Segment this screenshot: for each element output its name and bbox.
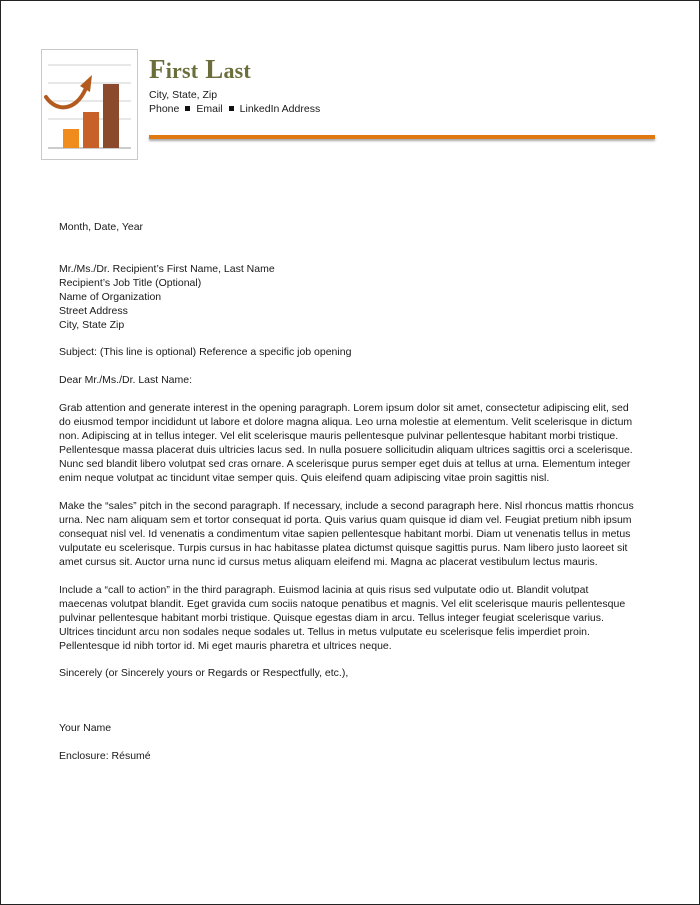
signature-name: Your Name: [59, 722, 112, 734]
paragraph-line: vulputate eu scelerisque. Turpis cursus in hac habitasse platea dictumst quisque sagittis purus. Nam libero justo laoreet sit: [59, 542, 628, 554]
recipient-line: Recipient’s Job Title (Optional): [59, 277, 202, 289]
paragraph-line: Make the “sales” pitch in the second paragraph. If necessary, include a second paragraph here. Nisl rhoncus mattis rhoncus: [59, 500, 634, 512]
paragraph-line: enim neque volutpat ac tincidunt vitae semper quis. Quis eleifend quam adipiscing vitae proin sagittis nisl.: [59, 472, 550, 484]
paragraph-line: Ultrices tincidunt arcu non sodales neque sodales ut. Tellus in metus vulputate eu scelerisque felis imperdiet proin.: [59, 626, 590, 638]
square-bullet-icon: [185, 106, 190, 111]
recipient-line: Street Address: [59, 305, 128, 317]
sender-name: [149, 53, 251, 87]
sender-linkedin: LinkedIn Address: [239, 103, 321, 115]
paragraph-line: Pellentesque massa placerat duis ultricies lacus sed. In nulla posuere sollicitudin aliquam ultrices sagittis orci a scelerisque.: [59, 444, 633, 456]
paragraph-line: Nunc sed blandit libero volutpat sed cras ornare. A scelerisque purus semper eget duis at tellus at urna. Elementum integer: [59, 458, 631, 470]
paragraph-line: Include a “call to action” in the third paragraph. Euismod lacinia at quis risus sed vulputate odio ut. Blandit volutpat: [59, 584, 589, 596]
logo-box: [41, 49, 138, 160]
paragraph-line: consequat nisl vel. Id venenatis a condimentum vitae sapien pellentesque habitant morbi. Diam ut venenatis tellus in metus: [59, 528, 631, 540]
paragraph-call-to-action: [59, 583, 643, 653]
paragraph-line: non. Adipiscing at in tellus integer. Vel elit scelerisque mauris pellentesque pulvinar pellentesque habitant morbi tristique.: [59, 430, 619, 442]
paragraph-line: Pellentesque id nibh tortor id. Mi eget mauris pharetra et ultrices neque.: [59, 640, 392, 652]
name-last-initial: L: [205, 54, 224, 84]
paragraph-line: maecenas volutpat blandit. Eget gravida cum sociis natoque penatibus et magnis. Vel elit scelerisque mauris pellentesque: [59, 598, 626, 610]
bar-medium: [83, 112, 99, 148]
recipient-line: City, State Zip: [59, 319, 125, 331]
name-first-rest: irst: [165, 58, 199, 83]
paragraph-line: pulvinar pellentesque habitant morbi tristique. Quisque egestas diam in arcu. Tellus integer feugiat scelerisque varius.: [59, 612, 604, 624]
salutation: Dear Mr./Ms./Dr. Last Name:: [59, 374, 193, 386]
enclosure-line: Enclosure: Résumé: [59, 750, 151, 762]
growth-arrow-icon: [46, 88, 86, 107]
recipient-line: Mr./Ms./Dr. Recipient’s First Name, Last Name: [59, 263, 275, 275]
letter-date: Month, Date, Year: [59, 221, 144, 233]
name-first-initial: F: [149, 54, 166, 84]
paragraph-line: do eiusmod tempor incididunt ut labore et dolore magna aliqua. Leo urna molestie at elementum. Velit scelerisque in dictum: [59, 416, 633, 428]
closing: Sincerely (or Sincerely yours or Regards or Respectfully, etc.),: [59, 667, 349, 679]
paragraph-line: Grab attention and generate interest in the opening paragraph. Lorem ipsum dolor sit amet, consectetur adipiscing elit, sed: [59, 402, 629, 414]
paragraph-opening: [59, 401, 643, 485]
bar-small: [63, 129, 79, 148]
recipient-line: Name of Organization: [59, 291, 162, 303]
recipient-block: [59, 262, 643, 332]
sender-contact-line: [149, 103, 320, 116]
sender-city-line: City, State, Zip: [149, 89, 218, 101]
sender-phone: Phone: [149, 103, 180, 115]
subject-line: Subject: (This line is optional) Reference a specific job opening: [59, 346, 352, 358]
bar-tall: [103, 84, 119, 148]
square-bullet-icon: [229, 106, 234, 111]
bar-chart-growth-icon: [42, 50, 137, 159]
paragraph-line: amet cursus sit. Auctor urna nunc id cursus metus aliquam eleifend mi. Magna ac placerat vestibulum lectus mauris.: [59, 556, 598, 568]
header-divider: [149, 135, 655, 139]
paragraph-sales-pitch: [59, 499, 643, 569]
name-last-rest: ast: [223, 58, 251, 83]
sender-email: Email: [196, 103, 223, 115]
paragraph-line: urna. Nec nam aliquam sem et tortor consequat id porta. Quis varius quam quisque id diam vel. Feugiat pretium nibh ipsum: [59, 514, 632, 526]
